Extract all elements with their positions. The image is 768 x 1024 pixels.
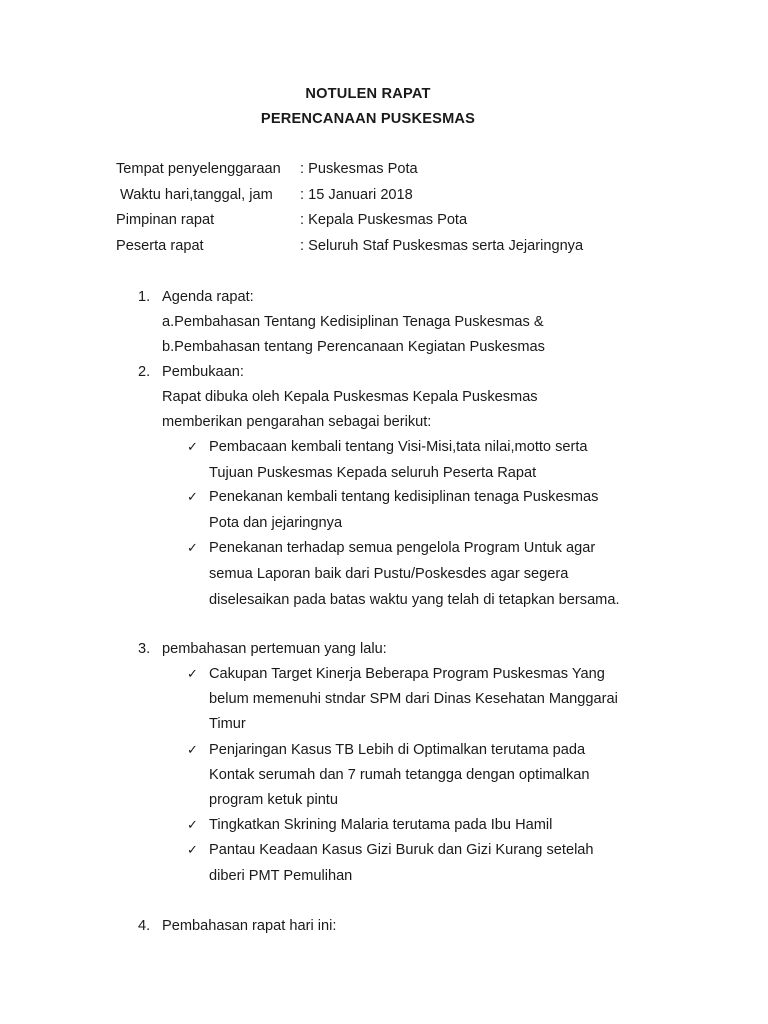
bullet-line: Cakupan Target Kinerja Beberapa Program Puskesmas Yang [209,666,605,682]
meta-label: Peserta rapat [116,237,204,254]
meta-label: Pimpinan rapat [116,212,215,228]
bullet-line: Pembacaan kembali tentang Visi-Misi,tata nilai,motto serta [209,439,588,455]
bullet-line: Kontak serumah dan 7 rumah tetangga dengan optimalkan [209,767,590,783]
bullet-line: diselesaikan pada batas waktu yang telah di tetapkan bersama. [209,592,620,608]
meta-value: : Kepala Puskesmas Pota [300,212,468,228]
meta-label: Waktu hari,tanggal, jam [120,186,273,203]
paragraph-line: Rapat dibuka oleh Kepala Puskesmas Kepala Puskesmas [162,389,538,405]
section-heading: Agenda rapat: [162,289,254,305]
bullet-line: Tujuan Puskesmas Kepada seluruh Peserta Rapat [209,465,537,481]
check-icon: ✓ [187,490,198,505]
bullet-line: diberi PMT Pemulihan [209,868,353,884]
document-subtitle: PERENCANAAN PUSKESMAS [260,111,476,127]
bullet-line: belum memenuhi stndar SPM dari Dinas Kesehatan Manggarai [209,691,618,707]
agenda-item: a.Pembahasan Tentang Kedisiplinan Tenaga Puskesmas & [162,314,544,330]
check-icon: ✓ [187,440,198,455]
section-heading: pembahasan pertemuan yang lalu: [162,641,387,657]
check-icon: ✓ [187,667,198,682]
check-icon: ✓ [187,743,198,758]
meta-value: : Seluruh Staf Puskesmas serta Jejaringnya [300,237,584,254]
bullet-line: Penjaringan Kasus TB Lebih di Optimalkan terutama pada [209,742,586,758]
paragraph-line: memberikan pengarahan sebagai berikut: [162,414,432,430]
section-heading: Pembukaan: [162,364,244,380]
document-title: NOTULEN RAPAT [305,86,431,102]
bullet-line: Penekanan kembali tentang kedisiplinan tenaga Puskesmas [209,489,599,505]
meta-value: : Puskesmas Pota [300,161,418,177]
bullet-line: Timur [209,716,246,732]
check-icon: ✓ [187,843,198,858]
agenda-item: b.Pembahasan tentang Perencanaan Kegiatan Puskesmas [162,339,545,355]
bullet-line: Pantau Keadaan Kasus Gizi Buruk dan Gizi Kurang setelah [209,842,594,858]
check-icon: ✓ [187,818,198,833]
section-heading: Pembahasan rapat hari ini: [162,918,337,934]
bullet-line: Pota dan jejaringnya [209,515,343,531]
meta-value: : 15 Januari 2018 [300,186,413,203]
bullet-line: program ketuk pintu [209,792,338,808]
bullet-line: Tingkatkan Skrining Malaria terutama pada Ibu Hamil [209,817,553,833]
bullet-line: Penekanan terhadap semua pengelola Program Untuk agar [209,540,596,556]
section-number: 1. [138,289,151,305]
section-number: 3. [138,641,151,657]
section-number: 4. [138,918,151,934]
section-number: 2. [138,364,151,380]
check-icon: ✓ [187,541,198,556]
meta-label: Tempat penyelenggaraan [116,161,281,177]
bullet-line: semua Laporan baik dari Pustu/Poskesdes agar segera [209,566,569,582]
